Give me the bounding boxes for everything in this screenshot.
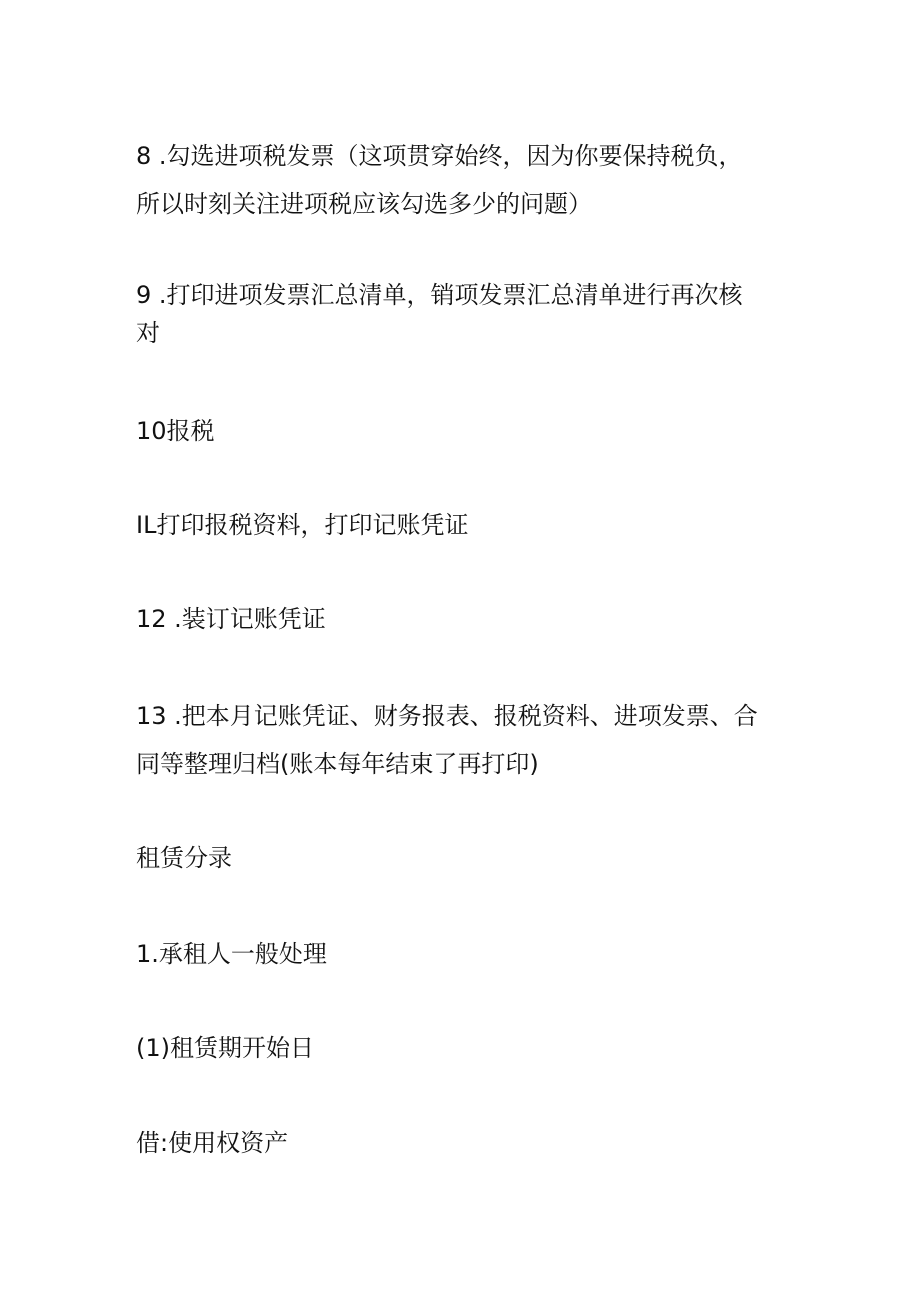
text-line-item-12: 12 .装订记账凭证 [136, 605, 326, 633]
subheading-lessee-general-treatment: 1.承租人一般处理 [136, 940, 327, 968]
text-line-item-11: IL打印报税资料，打印记账凭证 [136, 511, 469, 539]
subheading-lease-start-date: (1)租赁期开始日 [136, 1034, 314, 1062]
text-line-item-8-part-2: 所以时刻关注进项税应该勾选多少的问题） [136, 190, 592, 218]
text-line-item-13-part-1: 13 .把本月记账凭证、财务报表、报税资料、进项发票、合 [136, 702, 758, 730]
text-line-item-13-part-2: 同等整理归档(账本每年结束了再打印) [136, 750, 539, 778]
section-heading-lease-entries: 租赁分录 [136, 844, 232, 872]
text-line-item-9-part-1: 9 .打印进项发票汇总清单，销项发票汇总清单进行再次核 [136, 281, 743, 309]
text-line-item-9-part-2: 对 [136, 319, 160, 347]
journal-entry-debit-right-of-use-asset: 借:使用权资产 [136, 1129, 289, 1157]
text-line-item-10: 10报税 [136, 417, 215, 445]
text-line-item-8-part-1: 8 .勾选进项税发票（这项贯穿始终，因为你要保持税负， [136, 142, 743, 170]
